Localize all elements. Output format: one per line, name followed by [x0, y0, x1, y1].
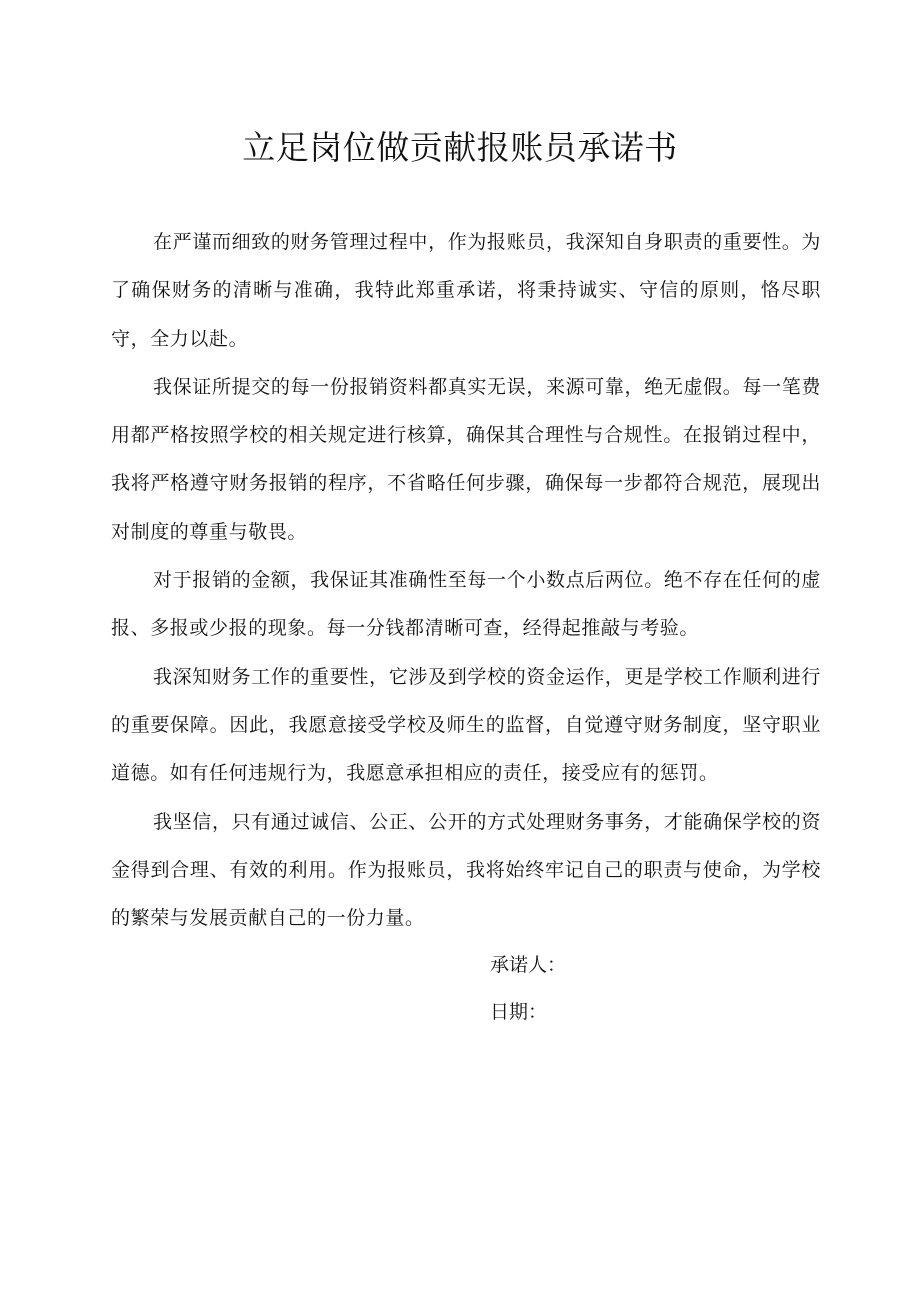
paragraph-3: 对于报销的金额，我保证其准确性至每一个小数点后两位。绝不存在任何的虚报、多报或少报的现象。每一分钱都清晰可查，经得起推敲与考验。 — [111, 569, 821, 640]
paragraph-5: 我坚信，只有通过诚信、公正、公开的方式处理财务事务，才能确保学校的资金得到合理、有效的利用。作为报账员，我将始终牢记自己的职责与使命，为学校的繁荣与发展贡献自己的一份力量。 — [111, 810, 821, 930]
paragraph-1: 在严谨而细致的财务管理过程中，作为报账员，我深知自身职责的重要性。为了确保财务的清晰与准确，我特此郑重承诺，将秉持诚实、守信的原则，恪尽职守，全力以赴。 — [111, 231, 821, 350]
paragraph-2: 我保证所提交的每一份报销资料都真实无误，来源可靠，绝无虚假。每一笔费用都严格按照学校的相关规定进行核算，确保其合理性与合规性。在报销过程中，我将严格遵守财务报销的程序，不省略任何步骤，确保每一步都符合规范，展现出对制度的尊重与敬畏。 — [111, 375, 821, 543]
document-body — [111, 218, 821, 942]
date-label: 日期： — [490, 1001, 548, 1023]
document-title: 立足岗位做贡献报账员承诺书 — [242, 128, 678, 167]
paragraph-4: 我深知财务工作的重要性，它涉及到学校的资金运作，更是学校工作顺利进行的重要保障。因此，我愿意接受学校及师生的监督，自觉遵守财务制度，坚守职业道德。如有任何违规行为，我愿意承担相应的责任，接受应有的惩罚。 — [111, 665, 821, 785]
promisor-label: 承诺人： — [490, 954, 567, 976]
